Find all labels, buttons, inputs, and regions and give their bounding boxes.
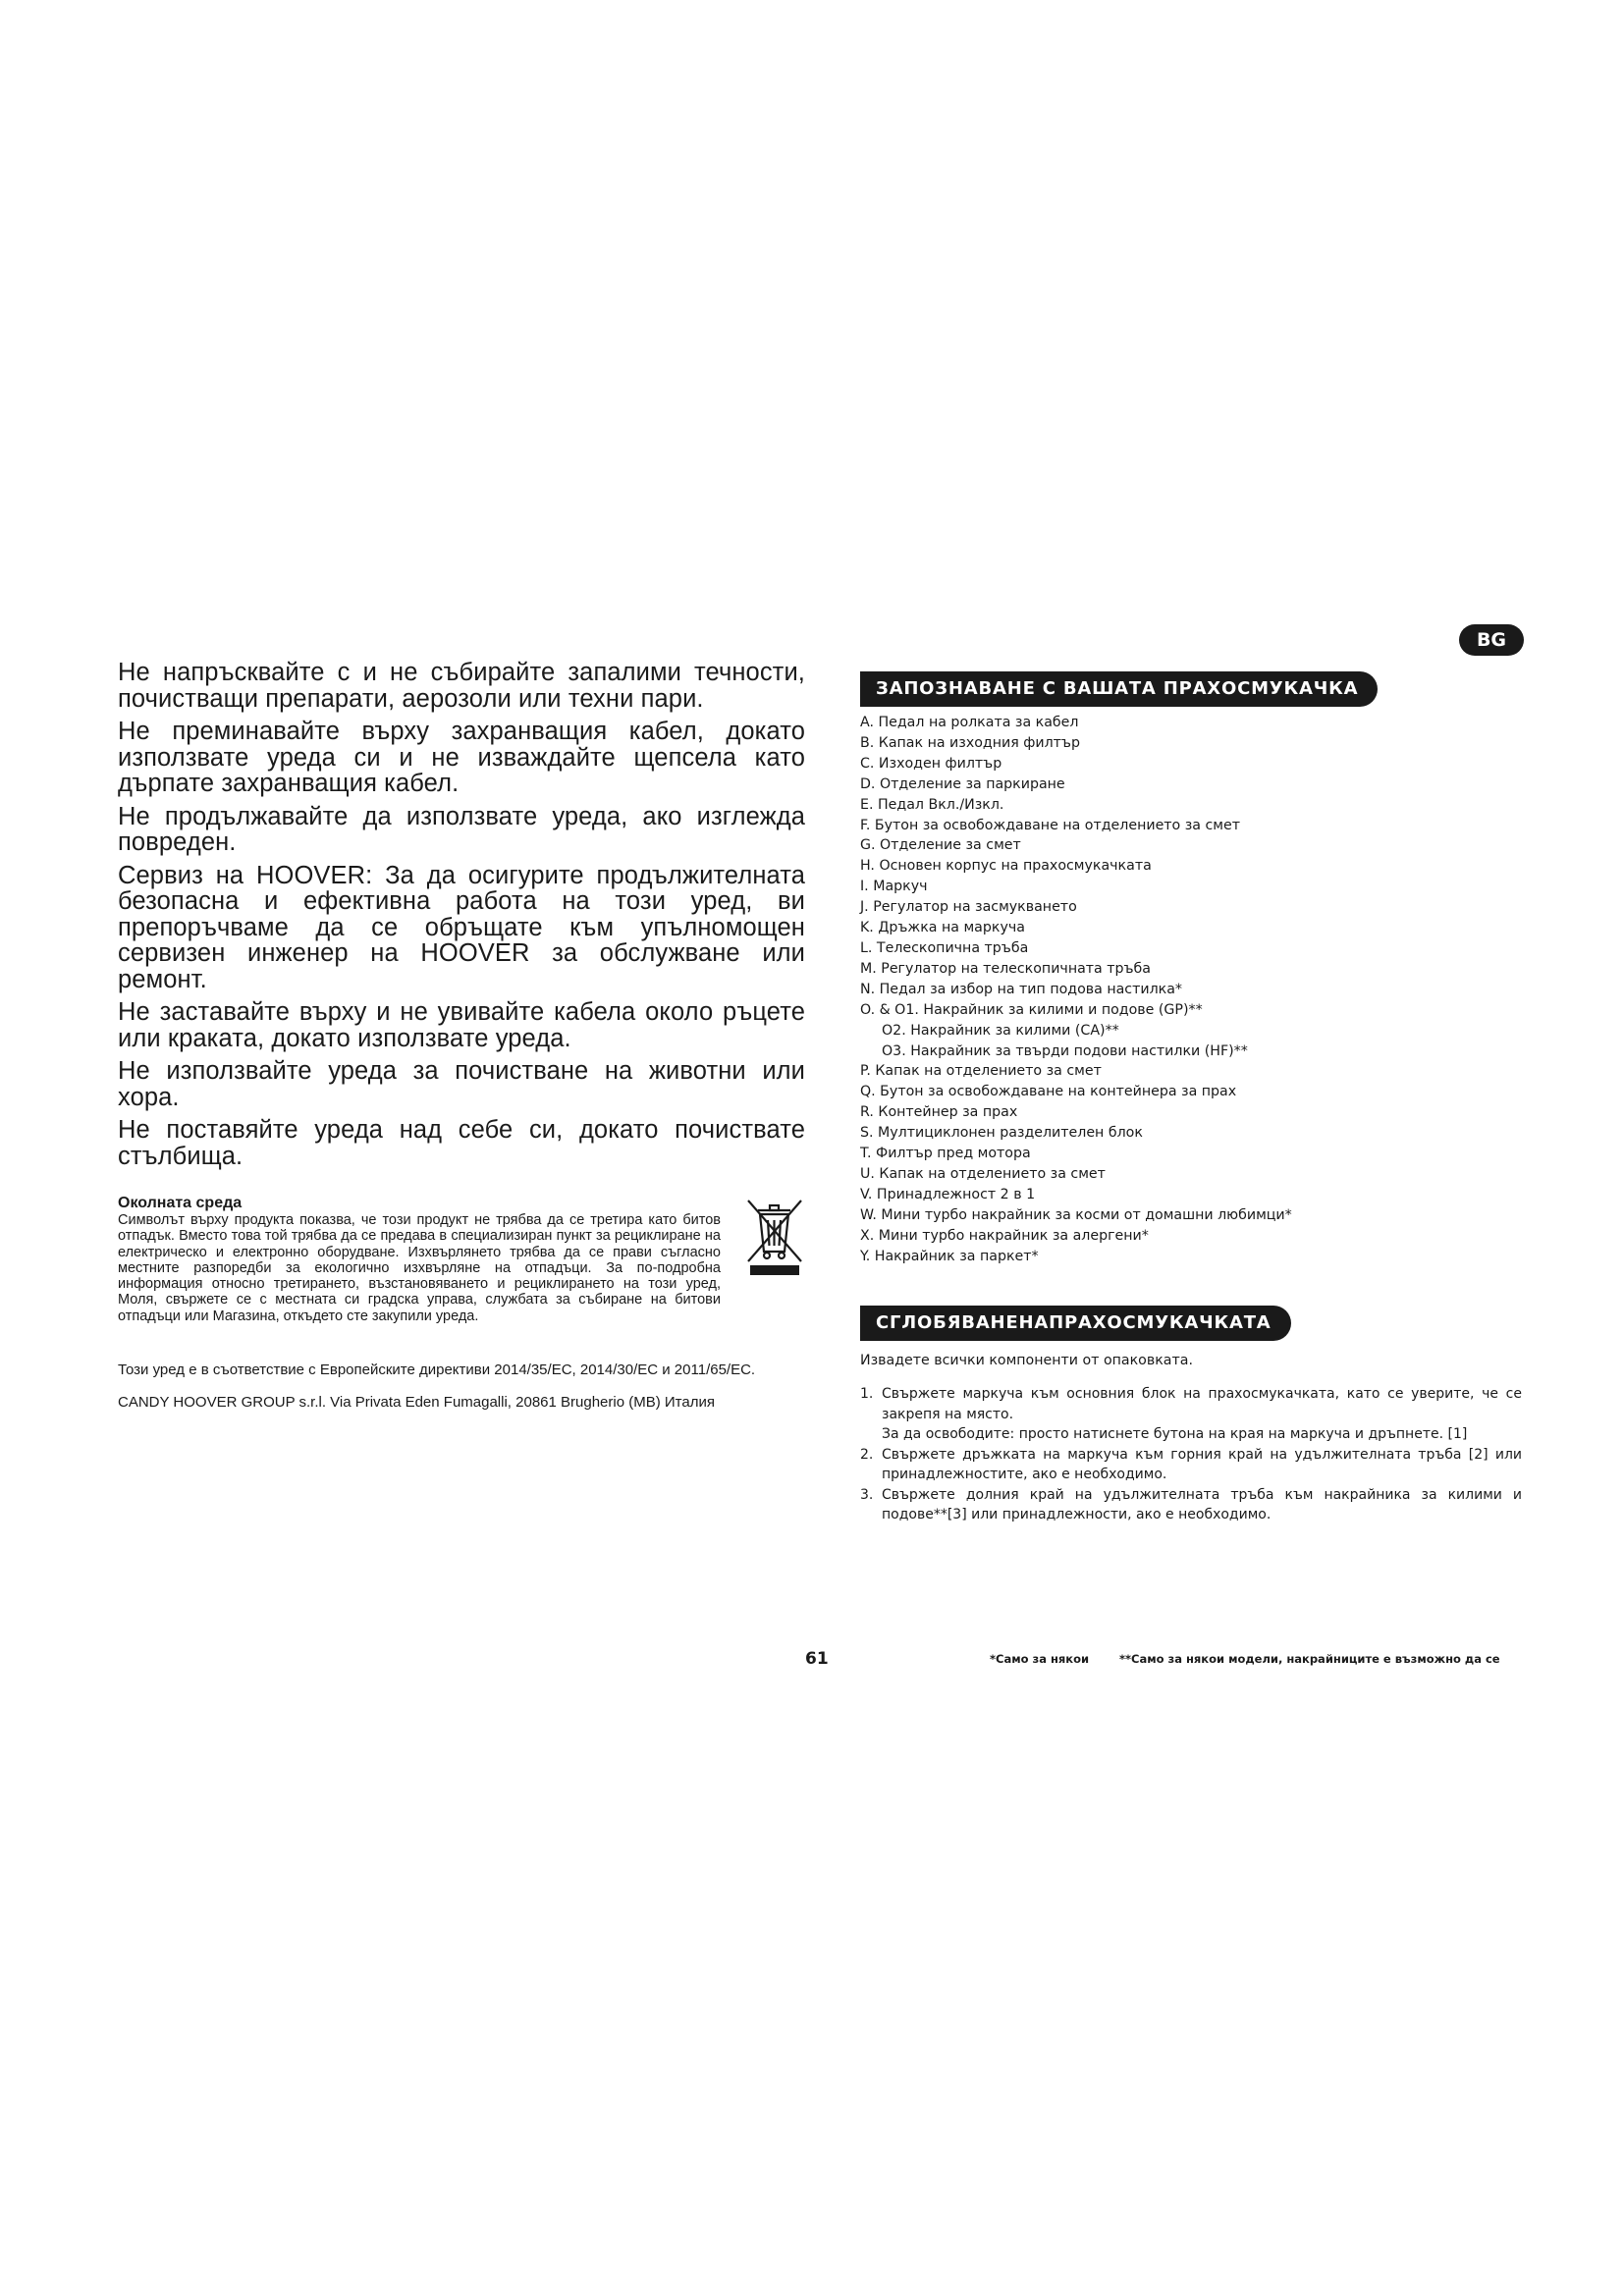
section-title-assembly: СГЛОБЯВАНЕНАПРАХОСМУКАЧКАТА bbox=[860, 1306, 1291, 1341]
directives-text: Този уред е в съответствие с Европейските директиви 2014/35/EC, 2014/30/EC и 2011/65/EC. bbox=[118, 1362, 756, 1379]
step-number: 3. bbox=[860, 1486, 874, 1503]
list-item: S. Мултициклонен разделителен блок bbox=[860, 1125, 1143, 1142]
company-address: CANDY HOOVER GROUP s.r.l. Via Privata Eden Fumagalli, 20861 Brugherio (MB) Италия bbox=[118, 1394, 715, 1412]
list-item: H. Основен корпус на прахосмукачката bbox=[860, 858, 1152, 875]
list-item: B. Капак на изходния филтър bbox=[860, 734, 1080, 751]
page-number: 61 bbox=[805, 1649, 829, 1669]
list-item: M. Регулатор на телескопичната тръба bbox=[860, 960, 1151, 977]
safety-paragraph: Не преминавайте върху захранващия кабел, докато използвате уреда си и не изваждайте щепсела като дърпате захранващия кабел. bbox=[118, 718, 805, 797]
list-item: O3. Накрайник за твърди подови настилки (HF)** bbox=[882, 1042, 1248, 1059]
environment-text-body: Символът върху продукта показва, че този продукт не трябва да се третира като битов отпадък. Вместо това той трябва да се предава в специализиран пункт за рециклиране на електрическо и електронно оборудване. Изхвърлянето трябва да се прави съгласно местните разпоредби за екологично изхвърляне на отпадъци. За по-подробна информация относно третирането, възстановяването и рециклирането на този уред, Моля, свържете се с местната си градска управа, службата за събиране на битови отпадъци или Магазина, откъдето сте закупили уреда. bbox=[118, 1212, 721, 1324]
assembly-intro: Извадете всички компоненти от опаковката. bbox=[860, 1353, 1193, 1369]
assembly-step bbox=[860, 1485, 1522, 1525]
list-item: G. Отделение за смет bbox=[860, 837, 1021, 854]
list-item: N. Педал за избор на тип подова настилка* bbox=[860, 981, 1183, 997]
list-item: K. Дръжка на маркуча bbox=[860, 920, 1025, 936]
list-item: J. Регулатор на засмукването bbox=[860, 899, 1077, 916]
step-text: Свържете маркуча към основния блок на прахосмукачката, като се уверите, че се закрепя на място. bbox=[882, 1386, 1522, 1422]
safety-paragraph: Сервиз на HOOVER: За да осигурите продължителната безопасна и ефективна работа на този уред, ви препоръчваме да се обръщате към упълномощен сервизен инженер на HOOVER за обслужване или ремонт. bbox=[118, 861, 805, 993]
parts-list bbox=[860, 713, 1528, 1266]
list-item: R. Контейнер за прах bbox=[860, 1104, 1018, 1121]
language-badge: BG bbox=[1459, 624, 1524, 656]
list-item: X. Мини турбо накрайник за алергени* bbox=[860, 1227, 1149, 1244]
list-item: F. Бутон за освобождаване на отделението за смет bbox=[860, 817, 1240, 833]
environment-section bbox=[118, 1195, 805, 1324]
right-column bbox=[860, 671, 1528, 1525]
footnote-some-models: *Само за някои bbox=[990, 1652, 1090, 1666]
step-text: Свържете долния край на удължителната тръба към накрайника за килими и подове**[3] или принадлежности, ако е необходимо. bbox=[882, 1486, 1522, 1523]
list-item: D. Отделение за паркиране bbox=[860, 775, 1065, 792]
safety-paragraph: Не продължавайте да използвате уреда, ако изглежда повреден. bbox=[118, 802, 805, 856]
safety-paragraph: Не заставайте върху и не увивайте кабела около ръцете или краката, докато използвате уреда. bbox=[118, 998, 805, 1052]
assembly-step bbox=[860, 1384, 1522, 1445]
list-item: A. Педал на ролката за кабел bbox=[860, 715, 1079, 730]
list-item: O. & O1. Накрайник за килими и подове (GP)** bbox=[860, 1001, 1203, 1018]
safety-paragraph: Не поставяйте уреда над себе си, докато почиствате стълбища. bbox=[118, 1116, 805, 1170]
legal-section bbox=[118, 1362, 805, 1411]
list-item: V. Принадлежност 2 в 1 bbox=[860, 1186, 1036, 1202]
assembly-step bbox=[860, 1445, 1522, 1485]
safety-paragraph: Не напръсквайте с и не събирайте запалими течности, почистващи препарати, аерозоли или техни пари. bbox=[118, 659, 805, 713]
list-item: P. Капак на отделението за смет bbox=[860, 1063, 1102, 1080]
safety-paragraph: Не използвайте уреда за почистване на животни или хора. bbox=[118, 1057, 805, 1111]
list-item: L. Телескопична тръба bbox=[860, 939, 1029, 956]
step-text: Свържете дръжката на маркуча към горния край на удължителната тръба [2] или принадлежностите, ако е необходимо. bbox=[882, 1446, 1522, 1483]
list-item: Y. Накрайник за паркет* bbox=[860, 1248, 1039, 1264]
step-number: 1. bbox=[860, 1386, 874, 1403]
assembly-steps bbox=[860, 1384, 1522, 1525]
footnote-accessories: **Само за някои модели, накрайниците е възможно да се bbox=[1119, 1652, 1500, 1666]
list-item: C. Изходен филтър bbox=[860, 755, 1002, 772]
list-item: U. Капак на отделението за смет bbox=[860, 1165, 1106, 1182]
list-item: E. Педал Вкл./Изкл. bbox=[860, 796, 1004, 813]
list-item: Q. Бутон за освобождаване на контейнера за прах bbox=[860, 1084, 1237, 1100]
list-item: I. Маркуч bbox=[860, 879, 928, 895]
environment-title: Околната среда bbox=[118, 1195, 243, 1211]
weee-crossed-bin-icon bbox=[744, 1197, 805, 1277]
step-number: 2. bbox=[860, 1446, 874, 1463]
list-item: O2. Накрайник за килими (CA)** bbox=[882, 1022, 1119, 1039]
step-note: За да освободите: просто натиснете бутона на края на маркуча и дръпнете. [1] bbox=[882, 1426, 1468, 1443]
list-item: W. Мини турбо накрайник за косми от домашни любимци* bbox=[860, 1206, 1292, 1223]
list-item: T. Филтър пред мотора bbox=[860, 1146, 1031, 1162]
section-title-getting-to-know: ЗАПОЗНАВАНЕ С ВАШАТА ПРАХОСМУКАЧКА bbox=[860, 671, 1378, 707]
left-column bbox=[118, 660, 805, 1426]
safety-warnings bbox=[118, 660, 805, 1169]
environment-text bbox=[118, 1212, 805, 1324]
assembly-section bbox=[860, 1306, 1528, 1525]
